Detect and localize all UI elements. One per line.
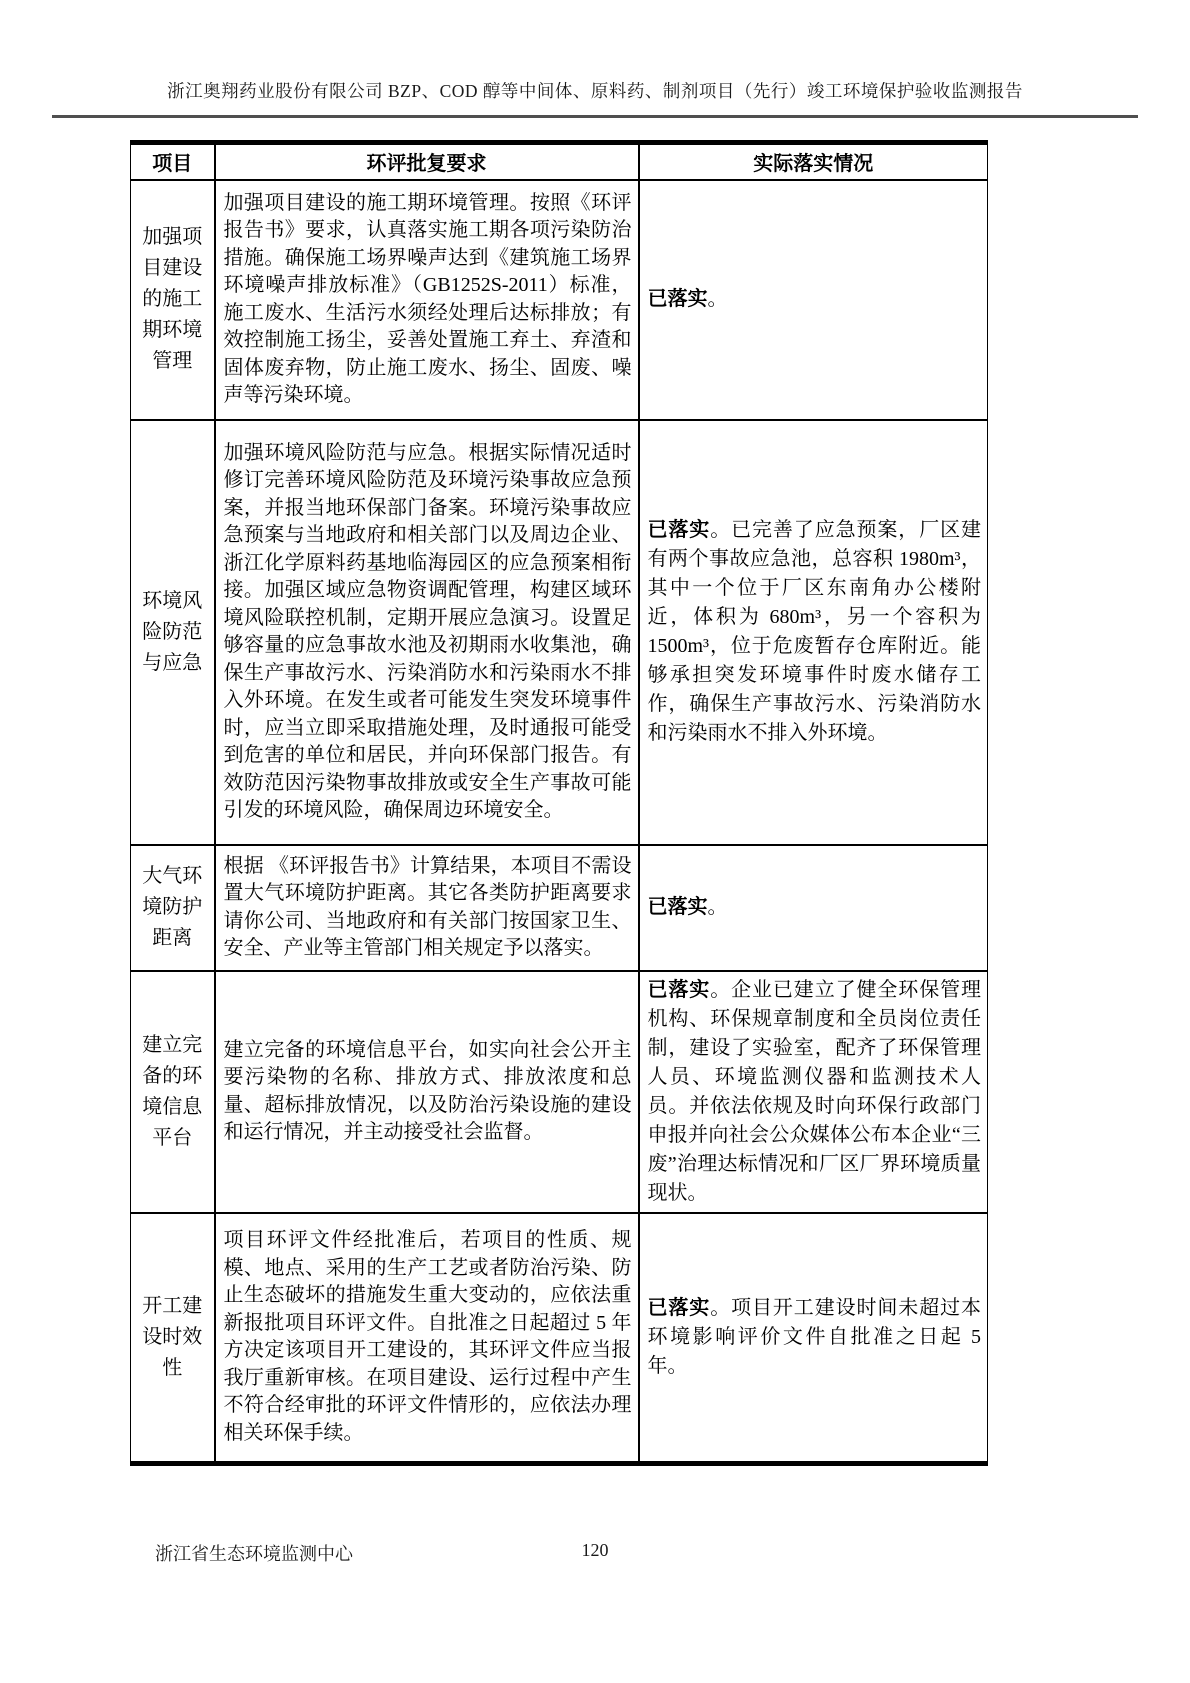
item-cell: 开工建设时效性 — [131, 1213, 215, 1464]
column-header-item: 项目 — [131, 143, 215, 180]
table-row — [131, 420, 988, 845]
requirement-cell: 项目环评文件经批准后，若项目的性质、规模、地点、采用的生产工艺或者防治污染、防止生态破坏的措施发生重大变动的，应依法重新报批项目环评文件。自批准之日起超过 5 年方决定该项目开工建设的，其环评文件应当报我厅重新审核。在项目建设、运行过程中产生不符合经审批的环评文件情形的，应依法办理相关环保手续。 — [215, 1213, 639, 1464]
requirement-cell: 加强环境风险防范与应急。根据实际情况适时修订完善环境风险防范及环境污染事故应急预案，并报当地环保部门备案。环境污染事故应急预案与当地政府和相关部门以及周边企业、浙江化学原料药基地临海园区的应急预案相衔接。加强区域应急物资调配管理，构建区域环境风险联控机制，定期开展应急演习。设置足够容量的应急事故水池及初期雨水收集池，确保生产事故污水、污染消防水和污染雨水不排入外环境。在发生或者可能发生突发环境事件时，应当立即采取措施处理，及时通报可能受到危害的单位和居民，并向环保部门报告。有效防范因污染物事故排放或安全生产事故可能引发的环境风险，确保周边环境安全。 — [215, 420, 639, 845]
item-cell: 大气环境防护距离 — [131, 845, 215, 971]
item-cell: 加强项目建设的施工期环境管理 — [131, 180, 215, 420]
status-label: 已落实 — [647, 978, 711, 1001]
status-cell — [639, 971, 988, 1213]
page-number: 120 — [581, 1540, 609, 1560]
footer-organization: 浙江省生态环境监测中心 — [155, 1544, 353, 1564]
item-cell: 环境风险防范与应急 — [131, 420, 215, 845]
item-cell: 建立完备的环境信息平台 — [131, 971, 215, 1213]
status-cell — [639, 845, 988, 971]
requirement-cell: 建立完备的环境信息平台，如实向社会公开主要污染物的名称、排放方式、排放浓度和总量、超标排放情况，以及防治污染设施的建设和运行情况，并主动接受社会监督。 — [215, 971, 639, 1213]
status-label: 已落实 — [647, 288, 708, 310]
status-label: 已落实 — [647, 519, 711, 541]
status-detail: 。企业已建立了健全环保管理机构、环保规章制度和全员岗位责任制，建设了实验室，配齐了环保管理人员、环境监测仪器和监测技术人员。并依法依规及时向环保行政部门申报并向社会公众媒体公布本企业“三废”治理达标情况和厂区厂界环境质量现状。 — [647, 978, 982, 1204]
table-row — [131, 1213, 988, 1464]
table-row — [131, 180, 988, 420]
status-cell — [639, 420, 988, 845]
status-label: 已落实 — [647, 896, 708, 918]
requirement-cell: 加强项目建设的施工期环境管理。按照《环评报告书》要求，认真落实施工期各项污染防治措施。确保施工场界噪声达到《建筑施工场界环境噪声排放标准》（GB1252S-2011）标准，施工废水、生活污水须经处理后达标排放；有效控制施工扬尘，妥善处置施工弃土、弃渣和固体废弃物，防止施工废水、扬尘、固废、噪声等污染环境。 — [215, 180, 639, 420]
document-header-title: 浙江奥翔药业股份有限公司 BZP、COD 醇等中间体、原料药、制剂项目（先行）竣工环境保护验收监测报告 — [52, 78, 1138, 118]
status-cell — [639, 1213, 988, 1464]
status-detail: 。项目开工建设时间未超过本环境影响评价文件自批准之日起 5 年。 — [647, 1296, 982, 1377]
status-detail: 。已完善了应急预案，厂区建有两个事故应急池，总容积 1980m³，其中一个位于厂区东南角办公楼附近，体积为 680m³，另一个容积为 1500m³，位于危废暂存仓库附近。能够承担突发环境事件时废水储存工作，确保生产事故污水、污染消防水和污染雨水不排入外环境。 — [647, 519, 982, 744]
table-row — [131, 971, 988, 1213]
document-footer — [0, 1540, 1190, 1570]
table-row — [131, 845, 988, 971]
requirement-cell: 根据 《环评报告书》计算结果，本项目不需设置大气环境防护距离。其它各类防护距离要求请你公司、当地政府和有关部门按国家卫生、安全、产业等主管部门相关规定予以落实。 — [215, 845, 639, 971]
status-detail: 。 — [707, 896, 728, 918]
status-label: 已落实 — [647, 1296, 711, 1319]
approval-table-container — [130, 140, 987, 1466]
column-header-requirement: 环评批复要求 — [215, 143, 639, 180]
eia-approval-table — [130, 140, 988, 1466]
table-header-row — [131, 143, 988, 180]
status-cell — [639, 180, 988, 420]
column-header-status: 实际落实情况 — [639, 143, 988, 180]
status-detail: 。 — [707, 288, 728, 310]
